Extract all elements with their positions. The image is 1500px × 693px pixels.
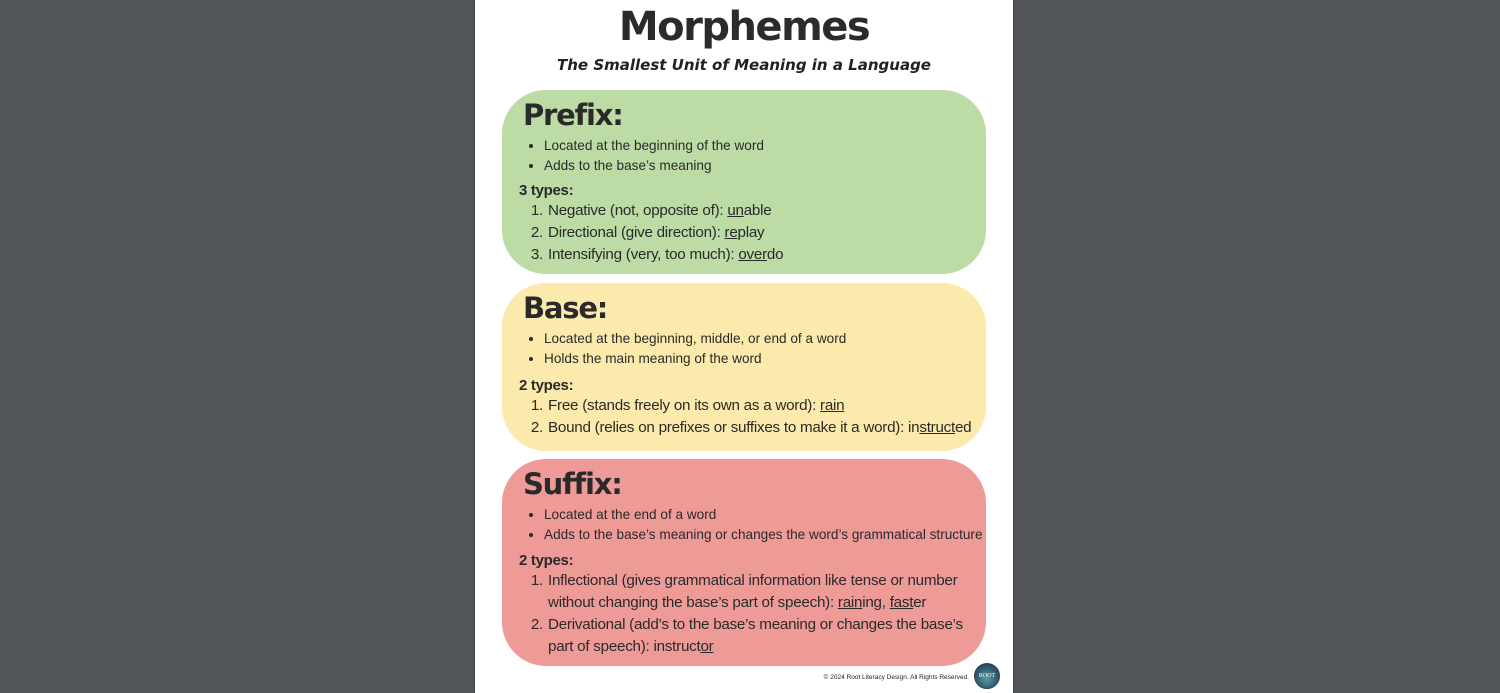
suffix-bullet: • Adds to the base’s meaning or changes the word’s grammatical structure (544, 525, 983, 545)
prefix-type-item: 1. Negative (not, opposite of): unable (547, 200, 783, 222)
prefix-bullet: • Adds to the base’s meaning (544, 156, 764, 176)
suffix-card (502, 459, 986, 666)
document-page (475, 0, 1013, 693)
base-type-item: 2. Bound (relies on prefixes or suffixes to make it a word): instructed (547, 417, 971, 439)
suffix-type-item: 1. Inflectional (gives grammatical information like tense or number without changing the base’s part of speech): raining, faster (547, 570, 967, 614)
example-morpheme: re (724, 224, 738, 241)
page-subtitle: The Smallest Unit of Meaning in a Language (557, 56, 931, 74)
suffix-bullets (523, 505, 983, 545)
suffix-types-label: 2 types: (519, 552, 574, 569)
base-bullets (523, 329, 846, 369)
base-type-item: 1. Free (stands freely on its own as a word): rain (547, 395, 971, 417)
prefix-card (502, 90, 986, 274)
example-morpheme: over (738, 246, 767, 263)
example-morpheme: fast (889, 594, 914, 611)
example-morpheme: un (727, 202, 744, 219)
base-bullet: • Holds the main meaning of the word (544, 349, 846, 369)
prefix-types-label: 3 types: (519, 182, 574, 199)
prefix-heading: Prefix: (523, 98, 623, 132)
base-types-label: 2 types: (519, 377, 574, 394)
example-morpheme: rain (837, 594, 863, 611)
prefix-bullets (523, 136, 764, 176)
page-title: Morphemes (618, 4, 870, 50)
prefix-types-list (519, 200, 783, 266)
suffix-heading: Suffix: (523, 467, 622, 501)
base-heading: Base: (523, 291, 608, 325)
example-morpheme: rain (820, 397, 845, 414)
copyright-footer: © 2024 Root Literacy Design. All Rights Reserved. (823, 674, 969, 681)
suffix-bullet: • Located at the end of a word (544, 505, 983, 525)
prefix-type-item: 3. Intensifying (very, too much): overdo (547, 244, 783, 266)
suffix-types-list (519, 570, 967, 658)
base-types-list (519, 395, 971, 439)
suffix-type-item: 2. Derivational (add’s to the base’s meaning or changes the base’s part of speech): instructor (547, 614, 967, 658)
prefix-bullet: • Located at the beginning of the word (544, 136, 764, 156)
prefix-type-item: 2. Directional (give direction): replay (547, 222, 783, 244)
root-logo-icon: ROOT (974, 663, 1000, 689)
base-bullet: • Located at the beginning, middle, or end of a word (544, 329, 846, 349)
example-morpheme: or (700, 638, 714, 655)
example-morpheme: struct (919, 419, 955, 436)
base-card (502, 283, 986, 451)
